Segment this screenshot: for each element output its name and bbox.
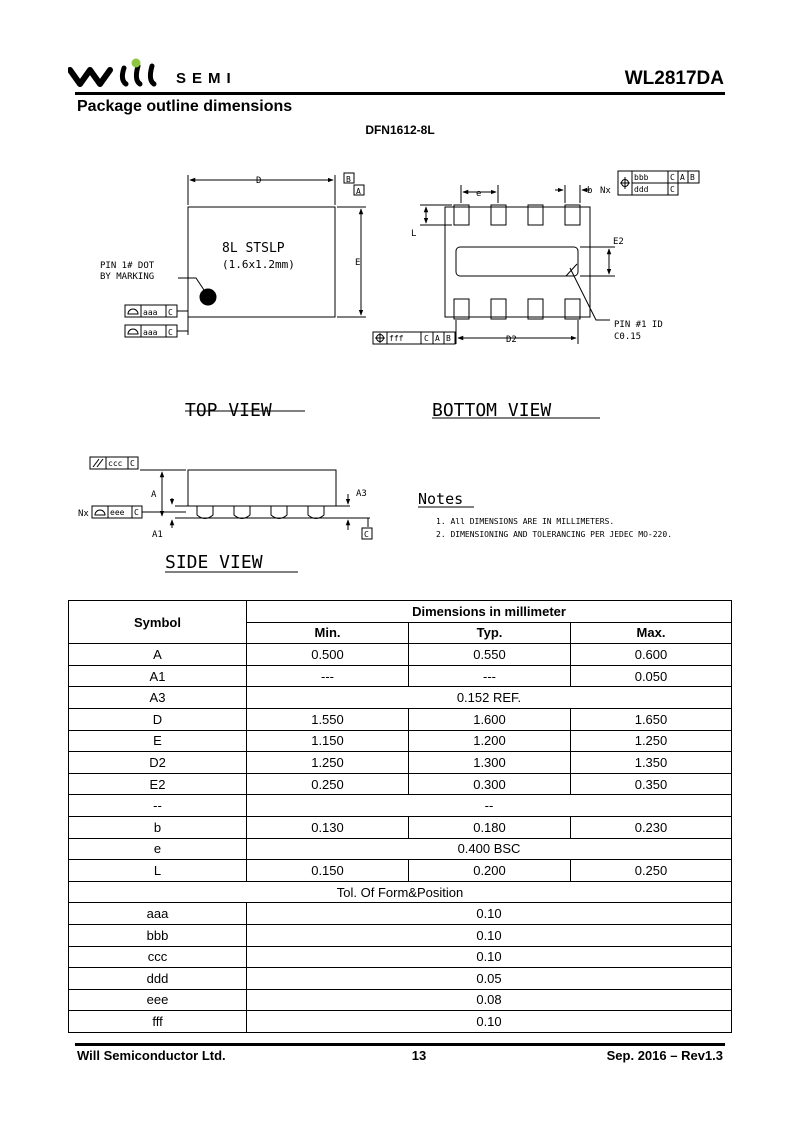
cell-tolerance-value: 0.10 <box>247 946 732 968</box>
cell-typ: 1.200 <box>409 730 571 752</box>
bottom-view-body <box>445 207 590 317</box>
cell-typ: 0.300 <box>409 773 571 795</box>
cell-merged-value: 0.400 BSC <box>247 838 732 860</box>
table-row <box>69 903 732 925</box>
cell-merged-value: 0.152 REF. <box>247 687 732 709</box>
table-row <box>69 968 732 990</box>
datum-C-side2: C <box>134 508 139 517</box>
cell-max: 0.050 <box>571 665 732 687</box>
fcf-ddd: ddd <box>634 185 649 194</box>
tol-eee: eee <box>110 508 125 517</box>
cell-min: 0.150 <box>247 860 409 882</box>
cell-symbol: eee <box>69 989 247 1011</box>
dim-L: L <box>411 229 417 239</box>
cell-symbol: fff <box>69 1011 247 1033</box>
fcf-bbb: bbb <box>634 173 649 182</box>
datum-C-side3: C <box>364 530 369 539</box>
cell-typ: 0.180 <box>409 816 571 838</box>
cell-symbol: E <box>69 730 247 752</box>
cell-symbol: E2 <box>69 773 247 795</box>
marking-line1: 8L STSLP <box>222 241 285 256</box>
package-drawing <box>0 140 800 590</box>
exposed-pad <box>456 247 578 276</box>
dimensions-table <box>68 600 732 1033</box>
cell-typ: 1.600 <box>409 708 571 730</box>
footer-divider <box>75 1043 725 1046</box>
cell-max: 0.350 <box>571 773 732 795</box>
table-row <box>69 795 732 817</box>
pin1-id-line2: C0.15 <box>614 332 642 342</box>
header-typ: Typ. <box>409 622 571 644</box>
cell-symbol: L <box>69 860 247 882</box>
cell-symbol: A <box>69 644 247 666</box>
bottom-view <box>373 171 699 418</box>
marking-line2: (1.6x1.2mm) <box>222 258 295 271</box>
table-row <box>69 773 732 795</box>
tolerance-heading: Tol. Of Form&Position <box>69 881 732 903</box>
cell-max: 0.600 <box>571 644 732 666</box>
datum-C-top1: C <box>168 308 173 317</box>
fcf-datum-A-c: A <box>435 334 440 343</box>
header-divider <box>75 92 725 95</box>
cell-tolerance-value: 0.05 <box>247 968 732 990</box>
cell-typ: 0.550 <box>409 644 571 666</box>
cell-symbol: ccc <box>69 946 247 968</box>
notes-title: Notes <box>418 490 464 508</box>
dim-A1: A1 <box>152 530 163 540</box>
cell-symbol: aaa <box>69 903 247 925</box>
pin1-label-line1: PIN 1# DOT <box>100 261 155 271</box>
tolerance-heading-row <box>69 881 732 903</box>
cell-symbol: -- <box>69 795 247 817</box>
cell-min: 1.550 <box>247 708 409 730</box>
cell-min: 1.150 <box>247 730 409 752</box>
fcf-datum-C-b: C <box>670 185 675 194</box>
cell-typ: 1.300 <box>409 752 571 774</box>
dim-E: E <box>355 258 361 268</box>
note-2: 2. DIMENSIONING AND TOLERANCING PER JEDEC MO-220. <box>436 530 673 539</box>
dim-b: b <box>587 186 593 196</box>
cell-tolerance-value: 0.10 <box>247 924 732 946</box>
cell-min: 0.130 <box>247 816 409 838</box>
cell-tolerance-value: 0.10 <box>247 903 732 925</box>
cell-min: --- <box>247 665 409 687</box>
footer-company: Will Semiconductor Ltd. <box>77 1048 226 1063</box>
header-symbol: Symbol <box>69 601 247 644</box>
bottom-view-title: BOTTOM VIEW <box>432 400 552 421</box>
dim-A: A <box>151 490 157 500</box>
cell-tolerance-value: 0.10 <box>247 1011 732 1033</box>
table-row <box>69 838 732 860</box>
cell-symbol: A1 <box>69 665 247 687</box>
table-row <box>69 665 732 687</box>
fcf-fff: fff <box>389 334 404 343</box>
cell-symbol: D <box>69 708 247 730</box>
package-name: DFN1612-8L <box>365 123 435 137</box>
top-view <box>125 173 366 411</box>
pin1-dot <box>200 289 216 305</box>
part-number: WL2817DA <box>624 68 724 89</box>
cell-merged-value: -- <box>247 795 732 817</box>
side-view-title: SIDE VIEW <box>165 552 263 573</box>
fcf-datum-B-c: B <box>446 334 451 343</box>
table-row <box>69 860 732 882</box>
cell-min: 1.250 <box>247 752 409 774</box>
datum-A: A <box>356 187 361 196</box>
header-min: Min. <box>247 622 409 644</box>
fcf-datum-A-a: A <box>680 173 685 182</box>
cell-symbol: D2 <box>69 752 247 774</box>
cell-typ: 0.200 <box>409 860 571 882</box>
cell-max: 0.250 <box>571 860 732 882</box>
section-title: Package outline dimensions <box>77 98 293 115</box>
tol-ccc: ccc <box>108 459 123 468</box>
cell-min: 0.250 <box>247 773 409 795</box>
table-row <box>69 644 732 666</box>
header-group: Dimensions in millimeter <box>247 601 732 623</box>
note-1: 1. All DIMENSIONS ARE IN MILLIMETERS. <box>436 517 615 526</box>
fcf-datum-C-a: C <box>670 173 675 182</box>
header-max: Max. <box>571 622 732 644</box>
cell-tolerance-value: 0.08 <box>247 989 732 1011</box>
cell-symbol: ddd <box>69 968 247 990</box>
datum-B: B <box>346 175 351 184</box>
table-row <box>69 708 732 730</box>
pin1-label-line2: BY MARKING <box>100 272 155 282</box>
dim-Nx: Nx <box>600 186 611 196</box>
cell-symbol: A3 <box>69 687 247 709</box>
datum-C-side1: C <box>130 459 135 468</box>
tol-aaa-1: aaa <box>143 308 158 317</box>
cell-min: 0.500 <box>247 644 409 666</box>
table-row <box>69 752 732 774</box>
table-row <box>69 687 732 709</box>
cell-max: 0.230 <box>571 816 732 838</box>
side-view <box>90 457 474 572</box>
cell-max: 1.350 <box>571 752 732 774</box>
dim-e: e <box>476 189 482 199</box>
dim-A3: A3 <box>356 489 367 499</box>
pin1-id-line1: PIN #1 ID <box>614 320 663 330</box>
side-Nx: Nx <box>78 509 89 519</box>
cell-max: 1.650 <box>571 708 732 730</box>
brand-wordmark: SEMI <box>176 70 237 87</box>
fcf-datum-C-c: C <box>424 334 429 343</box>
table-row <box>69 730 732 752</box>
cell-typ: --- <box>409 665 571 687</box>
dim-D2: D2 <box>506 335 517 345</box>
table-row <box>69 816 732 838</box>
footer-page: 13 <box>411 1048 427 1063</box>
tol-aaa-2: aaa <box>143 328 158 337</box>
dim-E2: E2 <box>613 237 624 247</box>
cell-symbol: b <box>69 816 247 838</box>
cell-symbol: bbb <box>69 924 247 946</box>
cell-symbol: e <box>69 838 247 860</box>
table-row <box>69 1011 732 1033</box>
dim-D: D <box>256 176 262 186</box>
top-view-title: TOP VIEW <box>185 400 272 421</box>
table-row <box>69 946 732 968</box>
datum-C-top2: C <box>168 328 173 337</box>
table-row <box>69 924 732 946</box>
fcf-datum-B-a: B <box>690 173 695 182</box>
cell-max: 1.250 <box>571 730 732 752</box>
table-row <box>69 989 732 1011</box>
footer-revision: Sep. 2016 – Rev1.3 <box>606 1048 723 1063</box>
